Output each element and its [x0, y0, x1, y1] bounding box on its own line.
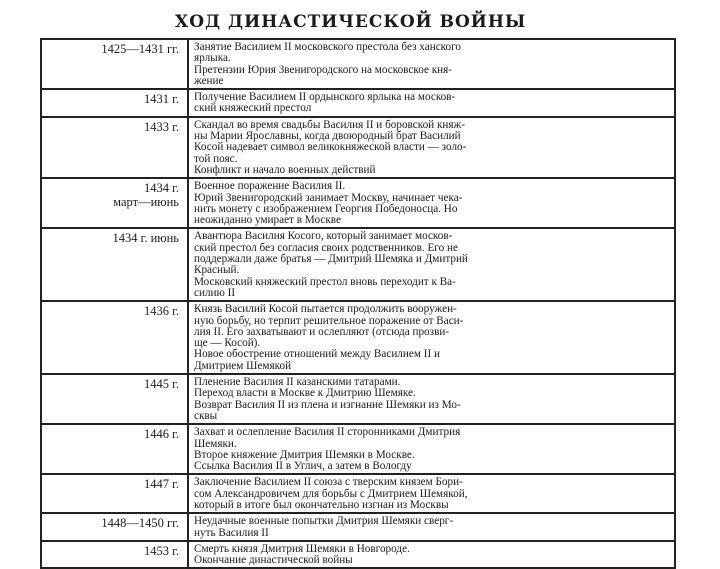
event-line: ский княжеский престол: [194, 102, 312, 115]
date-line: 1453 г.: [144, 543, 179, 558]
table-row: [41, 39, 675, 89]
date-line: 1425—1431 гг.: [101, 42, 179, 56]
event-cell: [188, 228, 675, 301]
date-cell: [41, 39, 188, 89]
date-cell: [41, 541, 188, 569]
event-line: Юрий Звенигородский занимает Москву, начинает чека-: [194, 191, 463, 204]
event-line: Возврат Василия II из плена и изгнание Шемяки из Мо-: [194, 398, 461, 411]
table-row: [41, 228, 675, 301]
event-line: Шемяки.: [194, 437, 237, 450]
event-line: нить монету с изображением Георгия Победоносца. Но: [194, 202, 458, 215]
event-cell: [188, 513, 675, 541]
date-cell: [41, 178, 188, 228]
event-line: силию II: [194, 286, 236, 299]
event-line: ны Марии Ярославны, когда двоюродный брат Василий: [194, 130, 461, 143]
event-line: ную борьбу, но терпит решительное поражение от Васи-: [194, 314, 464, 327]
event-line: Заключение Василием II союза с тверским князем Бори-: [194, 476, 463, 489]
date-line: 1445 г.: [144, 377, 179, 392]
event-line: той пояс.: [194, 152, 238, 165]
dynastic-war-table: [40, 38, 676, 569]
event-cell: [188, 541, 675, 569]
date-line: март—июнь: [113, 195, 179, 210]
event-line: Военное поражение Василия II.: [194, 180, 346, 193]
date-line: 1434 г.: [144, 181, 179, 196]
event-line: Новое обострение отношений между Василием II и: [194, 348, 440, 361]
table-row: [41, 89, 675, 117]
table-row: [41, 301, 675, 374]
event-line: ще — Косой).: [194, 337, 261, 350]
date-cell: [41, 513, 188, 541]
event-line: ский престол без согласия своих родственников. Его не: [194, 241, 458, 254]
event-line: Московский княжеский престол вновь переходит к Ва-: [194, 275, 456, 288]
date-cell: [41, 301, 188, 374]
event-line: Неудачные военные попытки Дмитрия Шемяки сверг-: [194, 515, 454, 528]
event-line: Переход власти в Москве к Дмитрию Шемяке.: [194, 387, 416, 400]
event-line: сом Александровичем для борьбы с Дмитрием Шемякой,: [194, 487, 468, 500]
page-title: ХОД ДИНАСТИЧЕСКОЙ ВОЙНЫ: [175, 12, 527, 32]
event-line: лия II. Его захватывают и ослепляют (отсюда прозви-: [194, 325, 450, 338]
event-line: Второе княжение Дмитрия Шемяки в Москве.: [194, 448, 415, 461]
date-line: 1446 г.: [144, 427, 179, 442]
table-row: [41, 513, 675, 541]
event-line: Пленение Василия II казанскими татарами.: [194, 376, 401, 389]
table-row: [41, 374, 675, 424]
date-line: 1447 г.: [144, 477, 179, 492]
event-line: Конфликт и начало военных действий: [194, 163, 376, 176]
event-line: Скандал во время свадьбы Василия II и боровской княж-: [194, 118, 465, 131]
event-line: Ссылка Василия II в Углич, а затем в Вологду: [194, 460, 412, 473]
event-cell: [188, 424, 675, 474]
event-line: неожиданно умирает в Москве: [194, 214, 341, 227]
event-line: который в итоге был окончательно изгнан из Москвы: [194, 498, 449, 511]
event-cell: [188, 474, 675, 513]
event-line: Князь Василий Косой пытается продолжить вооружен-: [194, 303, 457, 316]
date-line: 1434 г. июнь: [112, 231, 179, 246]
table-row: [41, 117, 675, 178]
event-line: Смерть князя Дмитрия Шемяки в Новгороде.: [194, 542, 410, 555]
date-cell: [41, 89, 188, 117]
event-line: Окончание династической войны: [194, 554, 353, 567]
date-line: 1448—1450 гг.: [101, 516, 179, 531]
event-line: Красный.: [194, 264, 240, 277]
event-line: Занятие Василием II московского престола без ханского: [194, 41, 462, 53]
table-row: [41, 424, 675, 474]
event-cell: [188, 117, 675, 178]
event-line: Косой надевает символ великокняжеской власти — золо-: [194, 141, 467, 154]
date-cell: [41, 374, 188, 424]
date-cell: [41, 117, 188, 178]
event-cell: [188, 374, 675, 424]
event-cell: [188, 178, 675, 228]
table-row: [41, 474, 675, 513]
date-cell: [41, 228, 188, 301]
date-line: 1436 г.: [144, 304, 179, 319]
event-line: поддержали даже братья — Дмитрий Шемяка и Дмитрий: [194, 253, 468, 266]
event-line: сквы: [194, 409, 218, 422]
date-line: 1433 г.: [144, 119, 179, 134]
event-cell: [188, 89, 675, 117]
event-cell: [188, 301, 675, 374]
event-line: Захват и ослепление Василия II сторонниками Дмитрия: [194, 426, 461, 439]
event-line: ярлыка.: [194, 52, 231, 65]
event-cell: [188, 39, 675, 89]
event-line: Авантюра Василия Косого, который занимает москов-: [194, 230, 453, 243]
date-line: 1431 г.: [144, 92, 179, 107]
date-cell: [41, 424, 188, 474]
table-body: [41, 39, 675, 568]
date-cell: [41, 474, 188, 513]
event-line: жение: [194, 74, 224, 87]
event-line: Получение Василием II ордынского ярлыка на москов-: [194, 91, 456, 104]
event-line: Дмитрием Шемякой: [194, 359, 292, 372]
event-line: нуть Василия II: [194, 526, 269, 539]
event-line: Претензии Юрия Звенигородского на московское кня-: [194, 63, 453, 76]
table-row: [41, 541, 675, 569]
table-row: [41, 178, 675, 228]
